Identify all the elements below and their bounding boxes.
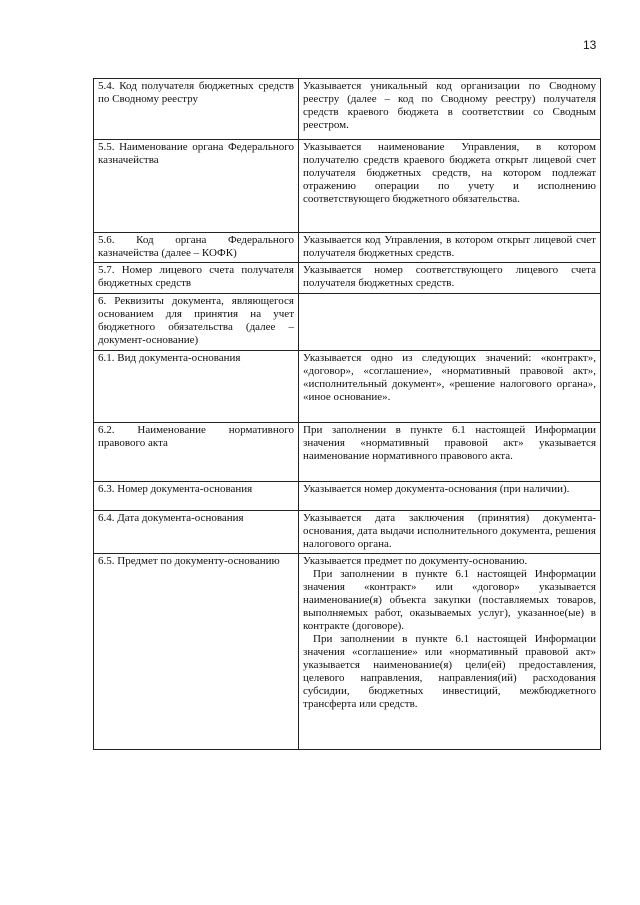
description-paragraph: Указывается номер соответствующего лицевого счета получателя бюджетных средств. [303,264,596,289]
description-paragraph: При заполнении в пункте 6.1 настоящей Информации значения «контракт» или «договор» указывается наименование(я) объекта закупки (поставляемых товаров, выполняемых работ, оказываемых услуг), указанное(ые) в контракте (договоре). [303,568,596,632]
row-label: 5.6. Код органа Федерального казначейства (далее – КОФК) [94,233,299,263]
table-row [94,423,601,482]
row-description [299,233,601,263]
row-description [299,140,601,233]
row-label: 6. Реквизиты документа, являющегося основанием для принятия на учет бюджетного обязательства (далее – документ-основание) [94,294,299,351]
row-description [299,79,601,140]
row-description [299,351,601,423]
row-description [299,554,601,750]
row-label: 6.2. Наименование нормативного правового акта [94,423,299,482]
row-description [299,263,601,294]
table-row [94,233,601,263]
description-paragraph: Указывается уникальный код организации по Сводному реестру (далее – код по Сводному реестру) получателя средств краевого бюджета в соответствии со Сводным реестром. [303,80,596,131]
description-paragraph: Указывается дата заключения (принятия) документа-основания, дата выдачи исполнительного документа, решения налогового органа. [303,512,596,550]
description-paragraph: Указывается код Управления, в котором открыт лицевой счет получателя бюджетных средств. [303,234,596,259]
table-row [94,482,601,511]
table-row [94,140,601,233]
description-paragraph: При заполнении в пункте 6.1 настоящей Информации значения «соглашение» или «нормативный правовой акт» указывается наименование(я) цели(ей) предоставления, целевого направления, направления(ий) расходования субсидии, бюджетных инвестиций, межбюджетного трансферта или средств. [303,633,596,710]
row-label: 6.4. Дата документа-основания [94,511,299,554]
page-number: 13 [583,38,597,52]
table-row [94,511,601,554]
table-row [94,554,601,750]
row-label: 6.3. Номер документа-основания [94,482,299,511]
table-row [94,263,601,294]
description-paragraph: Указывается предмет по документу-основанию. [303,555,528,567]
row-label: 5.7. Номер лицевого счета получателя бюджетных средств [94,263,299,294]
table-row [94,351,601,423]
table-row [94,294,601,351]
table-row [94,79,601,140]
row-description [299,482,601,511]
row-label: 5.4. Код получателя бюджетных средств по Сводному реестру [94,79,299,140]
row-description [299,511,601,554]
row-label: 6.5. Предмет по документу-основанию [94,554,299,750]
description-paragraph: Указывается одно из следующих значений: «контракт», «договор», «соглашение», «нормативный правовой акт», «исполнительный документ», «решение налогового органа», «иное основание». [303,352,596,403]
row-description [299,423,601,482]
requisites-table [93,78,601,750]
description-paragraph: Указывается наименование Управления, в котором получателю средств краевого бюджета открыт лицевой счет получателя бюджетных средств, на котором подлежат отражению операции по учету и исполнению соответствующего бюджетного обязательства. [303,141,596,205]
row-label: 6.1. Вид документа-основания [94,351,299,423]
description-paragraph: Указывается номер документа-основания (при наличии). [303,483,570,495]
description-paragraph: При заполнении в пункте 6.1 настоящей Информации значения «нормативный правовой акт» указывается наименование нормативного правового акта. [303,424,596,462]
row-label: 5.5. Наименование органа Федерального казначейства [94,140,299,233]
row-description [299,294,601,351]
